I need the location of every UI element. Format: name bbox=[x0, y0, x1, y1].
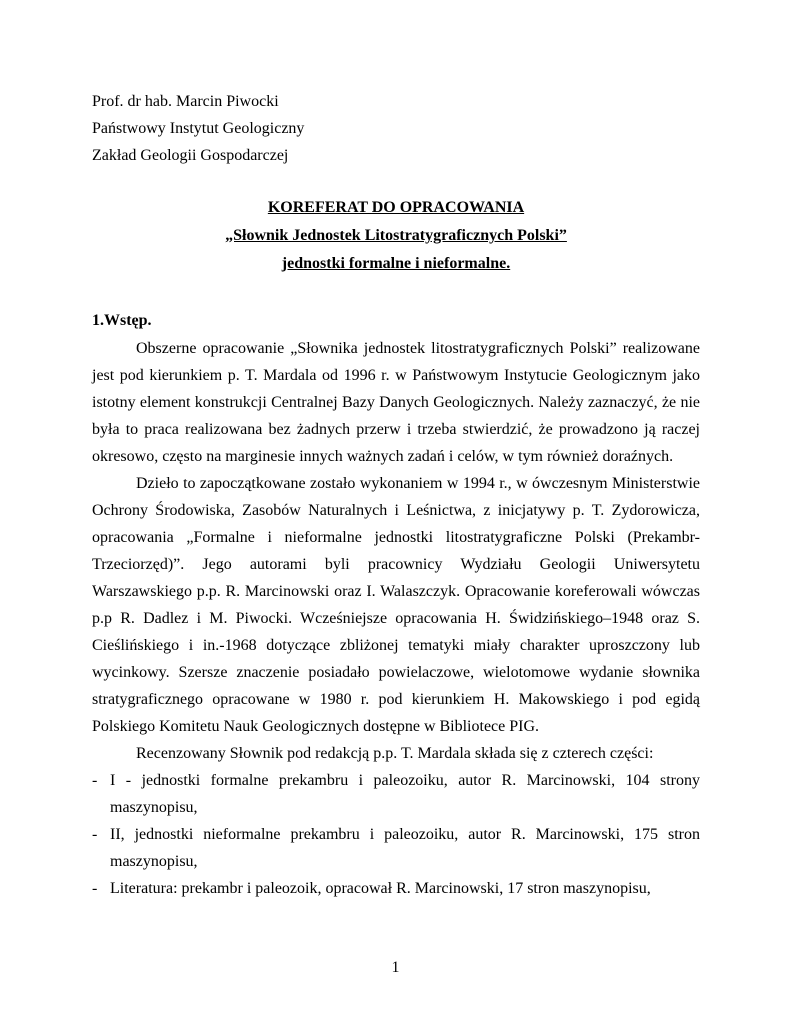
document-title bbox=[92, 194, 700, 278]
page-number: 1 bbox=[391, 959, 400, 976]
title-line-1: KOREFERAT DO OPRACOWANIA bbox=[267, 199, 525, 216]
section-heading: 1.Wstęp. bbox=[92, 312, 152, 329]
author-block bbox=[92, 88, 700, 169]
list-item-text: I - jednostki formalne prekambru i paleozoiku, autor R. Marcinowski, 104 strony maszynopisu, bbox=[110, 772, 700, 816]
list-item bbox=[92, 821, 700, 875]
list-dash: - bbox=[92, 826, 98, 843]
list-item bbox=[92, 767, 700, 821]
paragraph: Dzieło to zapoczątkowane zostało wykonaniem w 1994 r., w ówczesnym Ministerstwie Ochrony Środowiska, Zasobów Naturalnych i Leśnictwa, z inicjatywy p. T. Zydorowicza, opracowania „Formalne i nieformalne jednostki litostratygraficzne Polski (Prekambr-Trzeciorzęd)”. Jego autorami byli pracownicy Wydziału Geologii Uniwersytetu Warszawskiego p.p. R. Marcinowski oraz I. Walaszczyk. Opracowanie koreferowali wówczas p.p R. Dadlez i M. Piwocki. Wcześniejsze opracowania H. Świdzińskiego–1948 oraz S. Cieślińskiego i in.-1968 dotyczące zbliżonej tematyki miały charakter uproszczony lub wycinkowy. Szersze znaczenie posiadało powielaczowe, wielotomowe wydanie słownika stratygraficznego opracowane w 1980 r. pod kierunkiem H. Makowskiego i pod egidą Polskiego Komitetu Nauk Geologicznych dostępne w Bibliotece PIG. bbox=[92, 475, 700, 735]
title-line-2: „Słownik Jednostek Litostratygraficznych Polski” bbox=[225, 227, 567, 244]
author-name: Prof. dr hab. Marcin Piwocki bbox=[92, 93, 279, 110]
list-item-text: II, jednostki nieformalne prekambru i paleozoiku, autor R. Marcinowski, 175 stron maszynopisu, bbox=[110, 826, 700, 870]
document-page bbox=[92, 88, 700, 902]
list-dash: - bbox=[92, 880, 98, 897]
list-item bbox=[92, 875, 700, 902]
title-line-3: jednostki formalne i nieformalne. bbox=[281, 255, 511, 272]
author-institute: Państwowy Instytut Geologiczny bbox=[92, 120, 305, 137]
paragraph: Obszerne opracowanie „Słownika jednostek litostratygraficznych Polski” realizowane jest pod kierunkiem p. T. Mardala od 1996 r. w Państwowym Instytucie Geologicznym jako istotny element konstrukcji Centralnej Bazy Danych Geologicznych. Należy zaznaczyć, że nie była to praca realizowana bez żadnych przerw i trzeba stwierdzić, że prowadzono ją raczej okresowo, często na marginesie innych ważnych zadań i celów, w tym również doraźnych. bbox=[92, 340, 700, 465]
list-item-text: Literatura: prekambr i paleozoik, opracował R. Marcinowski, 17 stron maszynopisu, bbox=[110, 880, 651, 897]
list-dash: - bbox=[92, 772, 98, 789]
paragraph: Recenzowany Słownik pod redakcją p.p. T. Mardala składa się z czterech części: bbox=[136, 745, 654, 762]
parts-list bbox=[92, 767, 700, 902]
author-department: Zakład Geologii Gospodarczej bbox=[92, 147, 289, 164]
